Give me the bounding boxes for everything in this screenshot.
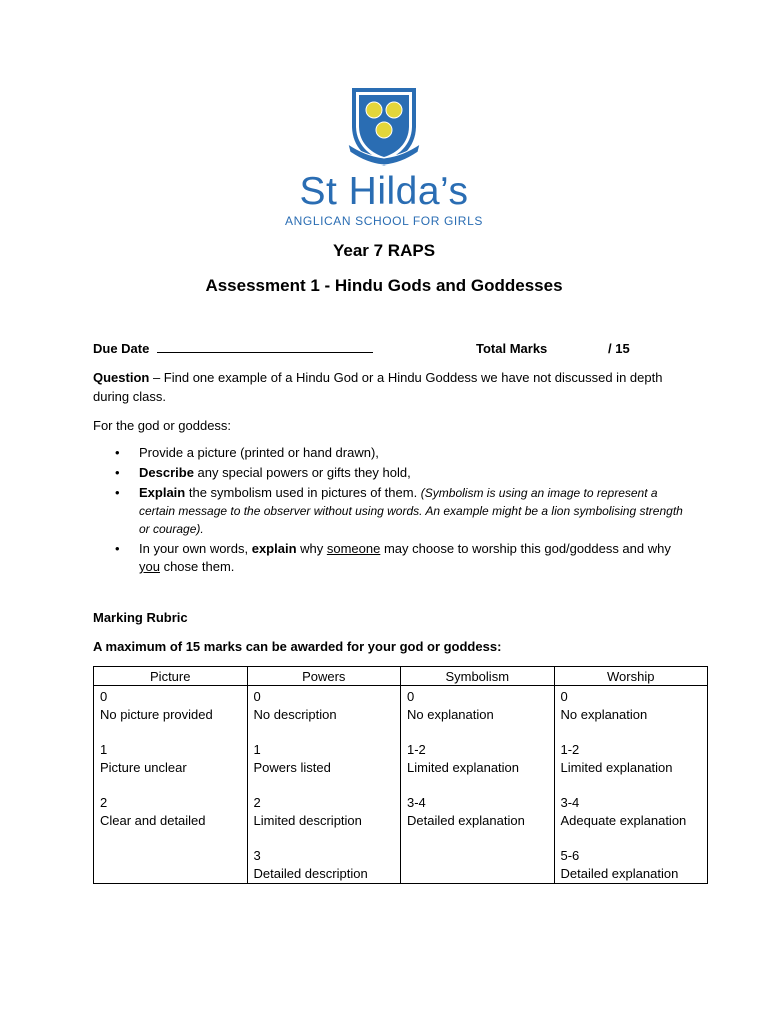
level-score: 0 <box>560 689 568 704</box>
column-header-powers: Powers <box>247 667 401 686</box>
page-title: Year 7 RAPS <box>332 241 436 260</box>
rubric-level <box>407 741 548 777</box>
rubric-level <box>100 741 241 777</box>
bullet-text: Provide a picture (printed or hand drawn), <box>139 445 379 460</box>
level-score: 1 <box>100 742 108 757</box>
school-subtitle: ANGLICAN SCHOOL FOR GIRLS <box>285 214 483 228</box>
bullet-icon: • <box>115 465 120 480</box>
symbolism-note: (Symbolism is using an image to represent a certain message to the observer without using words. An example might be a lion symbolising strength or courage). <box>139 486 683 536</box>
level-score: 0 <box>100 689 108 704</box>
level-score: 1-2 <box>560 742 580 757</box>
level-score: 3 <box>253 848 261 863</box>
underlined-word: someone <box>326 541 381 556</box>
table-header-row <box>94 667 708 686</box>
bullet-text: In your own words, <box>139 541 252 556</box>
column-header-symbolism: Symbolism <box>401 667 555 686</box>
total-marks-label: Total Marks <box>476 341 548 356</box>
rubric-level <box>254 794 395 830</box>
rubric-level <box>407 688 548 724</box>
level-description: Adequate explanation <box>560 813 687 828</box>
rubric-level <box>561 688 702 724</box>
list-item <box>93 444 683 462</box>
question-body: – Find one example of a Hindu God or a Hindu Goddess we have not discussed in depth during class. <box>93 370 663 404</box>
level-score: 1 <box>253 742 261 757</box>
bullet-keyword: Describe <box>139 465 194 480</box>
list-item <box>93 540 683 576</box>
level-description: Limited explanation <box>407 760 520 775</box>
bullet-text: any special powers or gifts they hold, <box>193 465 411 480</box>
school-crest-logo <box>346 86 422 168</box>
bullet-icon: • <box>115 445 120 460</box>
bullet-keyword: explain <box>251 541 297 556</box>
level-score: 2 <box>100 795 108 810</box>
rubric-intro: A maximum of 15 marks can be awarded for your god or goddess: <box>93 639 502 654</box>
due-date-field <box>93 339 373 358</box>
powers-criteria <box>247 686 401 884</box>
rubric-level <box>561 794 702 830</box>
total-marks-value: / 15 <box>608 341 630 356</box>
for-god-intro: For the god or goddess: <box>93 418 232 433</box>
task-list <box>93 444 683 578</box>
level-description: No explanation <box>560 707 648 722</box>
level-description: Powers listed <box>253 760 331 775</box>
level-description: Picture unclear <box>100 760 187 775</box>
level-description: Limited description <box>253 813 362 828</box>
marking-rubric-table <box>93 666 708 884</box>
rubric-level <box>100 688 241 724</box>
symbolism-criteria <box>401 686 555 884</box>
rubric-level <box>254 741 395 777</box>
worship-criteria <box>554 686 708 884</box>
level-description: No description <box>253 707 337 722</box>
bullet-keyword: Explain <box>139 485 186 500</box>
bullet-text: chose them. <box>159 559 235 574</box>
rubric-level <box>407 794 548 830</box>
bullet-text: may choose to worship this god/goddess and why <box>380 541 671 556</box>
due-date-blank-line <box>157 340 373 353</box>
list-item <box>93 464 683 482</box>
picture-criteria <box>94 686 248 884</box>
level-description: Detailed explanation <box>407 813 525 828</box>
level-score: 0 <box>253 689 261 704</box>
question-text <box>93 368 683 406</box>
bullet-icon: • <box>115 541 120 556</box>
level-score: 3-4 <box>407 795 426 810</box>
list-item <box>93 484 683 538</box>
table-row <box>94 686 708 884</box>
question-label: Question <box>93 370 150 385</box>
level-score: 2 <box>253 795 261 810</box>
level-description: Detailed description <box>253 866 368 881</box>
level-description: No picture provided <box>100 707 213 722</box>
rubric-level <box>254 688 395 724</box>
assessment-title: Assessment 1 - Hindu Gods and Goddesses <box>205 276 563 295</box>
rubric-level <box>100 794 241 830</box>
school-name: St Hilda’s <box>299 170 469 213</box>
column-header-worship: Worship <box>554 667 708 686</box>
level-score: 0 <box>407 689 415 704</box>
level-description: Limited explanation <box>560 760 673 775</box>
rubric-level <box>561 847 702 883</box>
level-description: Clear and detailed <box>100 813 206 828</box>
level-score: 3-4 <box>560 795 580 810</box>
bullet-text: why <box>296 541 327 556</box>
level-score: 1-2 <box>407 742 426 757</box>
level-description: Detailed explanation <box>560 866 679 881</box>
underlined-word: you <box>139 559 160 574</box>
rubric-heading: Marking Rubric <box>93 610 188 625</box>
column-header-picture: Picture <box>94 667 248 686</box>
level-description: No explanation <box>407 707 494 722</box>
bullet-icon: • <box>115 485 120 500</box>
bullet-text: the symbolism used in pictures of them. <box>185 485 421 500</box>
level-score: 5-6 <box>560 848 580 863</box>
due-date-label: Due Date <box>93 341 150 356</box>
rubric-level <box>561 741 702 777</box>
rubric-level <box>254 847 395 883</box>
